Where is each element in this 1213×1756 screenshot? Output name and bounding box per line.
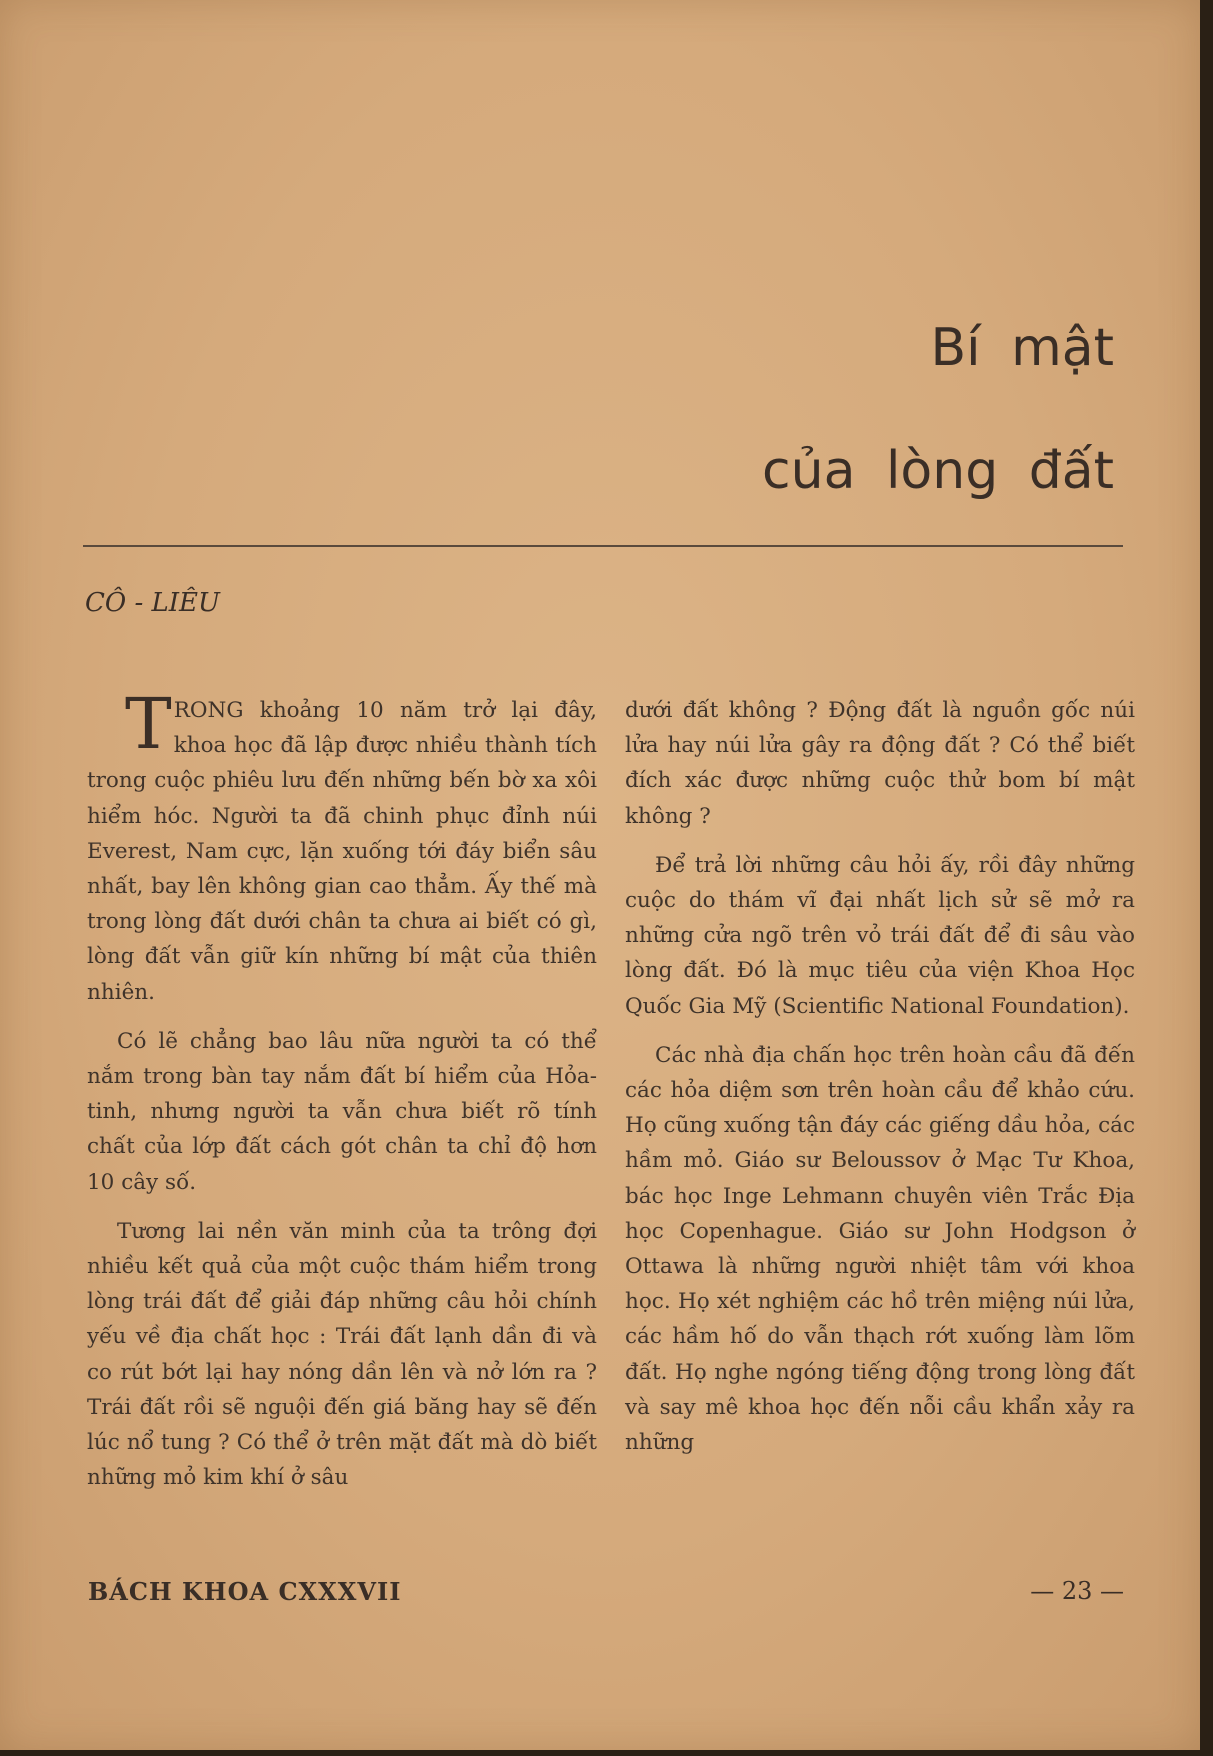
paragraph: dưới đất không ? Động đất là nguồn gốc núi lửa hay núi lửa gây ra động đất ? Có thể biết đích xác được những cuộc thử bom bí mật không ? xyxy=(625,698,1135,829)
paragraph xyxy=(87,683,597,1010)
paragraph-text: RONG khoảng 10 năm trở lại đây, khoa học đã lập được nhiều thành tích trong cuộc phiêu lưu đến những bến bờ xa xôi hiểm hóc. Người ta đã chinh phục đỉnh núi Everest, Nam cực, lặn xuống tới đáy biển sâu nhất, bay lên không gian cao thẳm. Ấy thế mà trong lòng đất dưới chân ta chưa ai biết có gì, lòng đất vẫn giữ kín những bí mật của thiên nhiên. xyxy=(87,698,597,1005)
title-divider xyxy=(83,545,1123,547)
paragraph: Để trả lời những câu hỏi ấy, rồi đây những cuộc do thám vĩ đại nhất lịch sử sẽ mở ra những cửa ngõ trên vỏ trái đất để đi sâu vào lòng đất. Đó là mục tiêu của viện Khoa Học Quốc Gia Mỹ (Scientific National Foundation). xyxy=(625,852,1135,1019)
drop-cap: T xyxy=(125,683,172,765)
paragraph: Có lẽ chẳng bao lâu nữa người ta có thể nắm trong bàn tay nắm đất bí hiểm của Hỏa-tinh, nhưng người ta vẫn chưa biết rõ tính chất của lớp đất cách gót chân ta chỉ độ hơn 10 cây số. xyxy=(87,1028,597,1195)
article-title-line-1: Bí mật xyxy=(930,318,1114,378)
magazine-issue: BÁCH KHOA CXXXVII xyxy=(88,1577,402,1606)
paragraph: Các nhà địa chấn học trên hoàn cầu đã đến các hỏa diệm sơn trên hoàn cầu để khảo cứu. Họ cũng xuống tận đáy các giếng dầu hỏa, các hầm mỏ. Giáo sư Beloussov ở Mạc Tư Khoa, bác học Inge Lehmann chuyên viên Trắc Địa học Copenhague. Giáo sư John Hodgson ở Ottawa là những người nhiệt tâm với khoa học. Họ xét nghiệm các hồ trên miệng núi lửa, các hầm hố do vẫn thạch rớt xuống làm lõm đất. Họ nghe ngóng tiếng động trong lòng đất và say mê khoa học đến nỗi cầu khẩn xảy ra những xyxy=(625,1042,1135,1456)
page-number: — 23 — xyxy=(1030,1577,1124,1605)
text-column-right xyxy=(625,693,1135,1474)
text-column-left xyxy=(87,683,597,1509)
author-name: CÔ - LIÊU xyxy=(85,588,220,618)
article-title-line-2: của lòng đất xyxy=(762,441,1114,501)
paragraph: Tương lai nền văn minh của ta trông đợi nhiều kết quả của một cuộc thám hiểm trong lòng trái đất để giải đáp những câu hỏi chính yếu về địa chất học : Trái đất lạnh dần đi và co rút bớt lại hay nóng dần lên và nở lớn ra ? Trái đất rồi sẽ nguội đến giá băng hay sẽ đến lúc nổ tung ? Có thể ở trên mặt đất mà dò biết những mỏ kim khí ở sâu xyxy=(87,1218,597,1491)
